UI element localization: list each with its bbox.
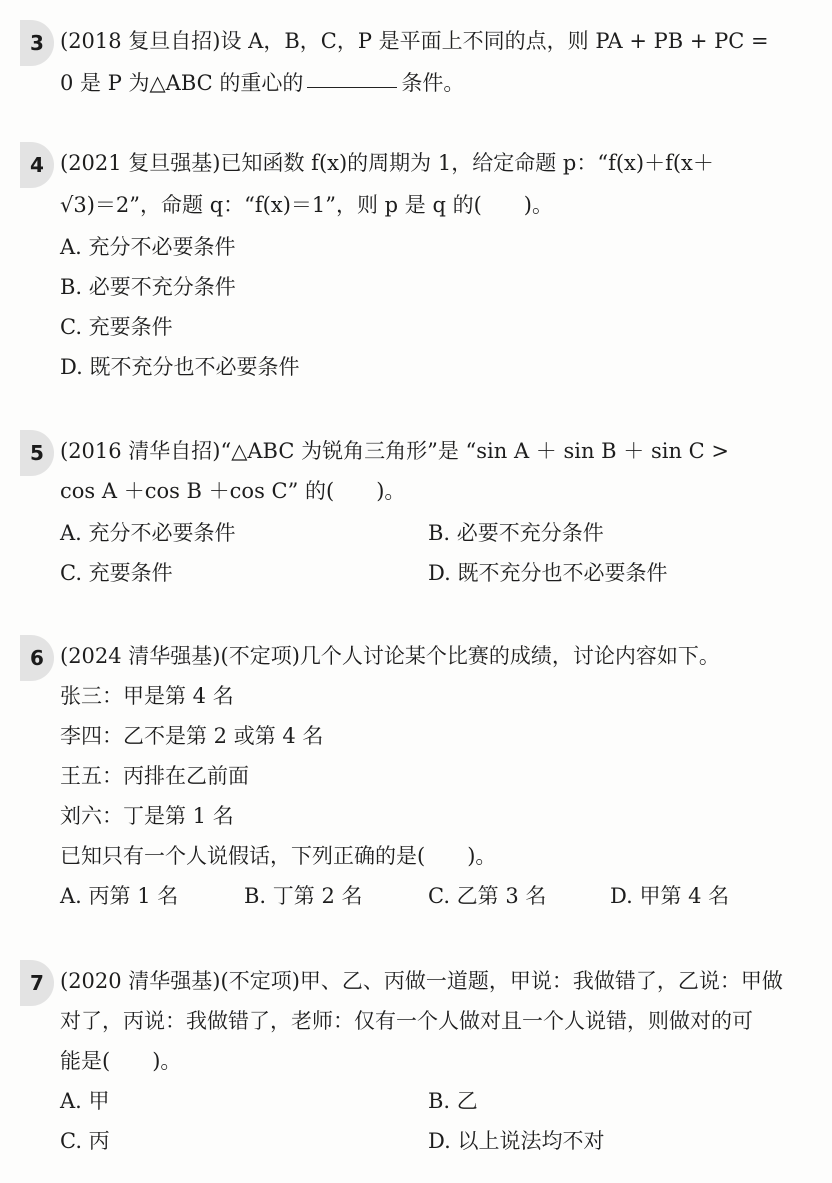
option-b[interactable]: B. 必要不充分条件 (428, 521, 604, 545)
option-d[interactable]: D. 既不充分也不必要条件 (60, 355, 300, 379)
answer-blank[interactable] (307, 86, 397, 88)
question-number: 4 (20, 142, 54, 188)
question-text-line: 能是( )。 (60, 1049, 182, 1073)
question-text-line: (2020 清华强基)(不定项)甲、乙、丙做一道题，甲说：我做错了，乙说：甲做 (60, 969, 783, 993)
option-d[interactable]: D. 甲第 4 名 (610, 884, 730, 908)
statement-zhangsan: 张三：甲是第 4 名 (60, 684, 234, 708)
question-number: 6 (20, 635, 54, 681)
question-text-line: (2024 清华强基)(不定项)几个人讨论某个比赛的成绩，讨论内容如下。 (60, 644, 720, 668)
option-c[interactable]: C. 乙第 3 名 (428, 884, 547, 908)
option-d[interactable]: D. 以上说法均不对 (428, 1129, 605, 1153)
question-text-line: (2018 复旦自招)设 A，B，C，P 是平面上不同的点，则 PA + PB + PC = (60, 29, 769, 53)
option-a[interactable]: A. 充分不必要条件 (60, 521, 236, 545)
option-c[interactable]: C. 充要条件 (60, 561, 173, 585)
question-text-line: 对了，丙说：我做错了，老师：仅有一个人做对且一个人说错，则做对的可 (60, 1009, 753, 1033)
option-d[interactable]: D. 既不充分也不必要条件 (428, 561, 668, 585)
statement-liuliu: 刘六：丁是第 1 名 (60, 804, 234, 828)
question-text-line: 条件。 (401, 71, 465, 95)
statement-wangwu: 王五：丙排在乙前面 (60, 764, 249, 788)
question-text-line: 0 是 P 为△ABC 的重心的 (60, 71, 304, 95)
option-a[interactable]: A. 充分不必要条件 (60, 235, 236, 259)
option-c[interactable]: C. 丙 (60, 1129, 110, 1153)
option-a[interactable]: A. 丙第 1 名 (60, 884, 179, 908)
statement-lisi: 李四：乙不是第 2 或第 4 名 (60, 724, 324, 748)
option-a[interactable]: A. 甲 (60, 1089, 110, 1113)
question-text-line: (2021 复旦强基)已知函数 f(x)的周期为 1，给定命题 p：“f(x)＋f(x＋ (60, 151, 714, 175)
question-text-line: 已知只有一个人说假话，下列正确的是( )。 (60, 844, 497, 868)
option-b[interactable]: B. 乙 (428, 1089, 478, 1113)
question-number: 3 (20, 20, 54, 66)
option-c[interactable]: C. 充要条件 (60, 315, 173, 339)
option-b[interactable]: B. 必要不充分条件 (60, 275, 236, 299)
question-text-line: √3)＝2”，命题 q：“f(x)＝1”，则 p 是 q 的( )。 (60, 193, 553, 217)
question-number: 5 (20, 430, 54, 476)
question-number: 7 (20, 960, 54, 1006)
question-text-line (60, 68, 464, 98)
question-text-line (60, 26, 769, 56)
question-text-line: (2016 清华自招)“△ABC 为锐角三角形”是 “sin A ＋ sin B ＋ sin C > (60, 439, 729, 463)
option-b[interactable]: B. 丁第 2 名 (244, 884, 363, 908)
question-text-line: cos A ＋cos B ＋cos C” 的( )。 (60, 479, 406, 503)
